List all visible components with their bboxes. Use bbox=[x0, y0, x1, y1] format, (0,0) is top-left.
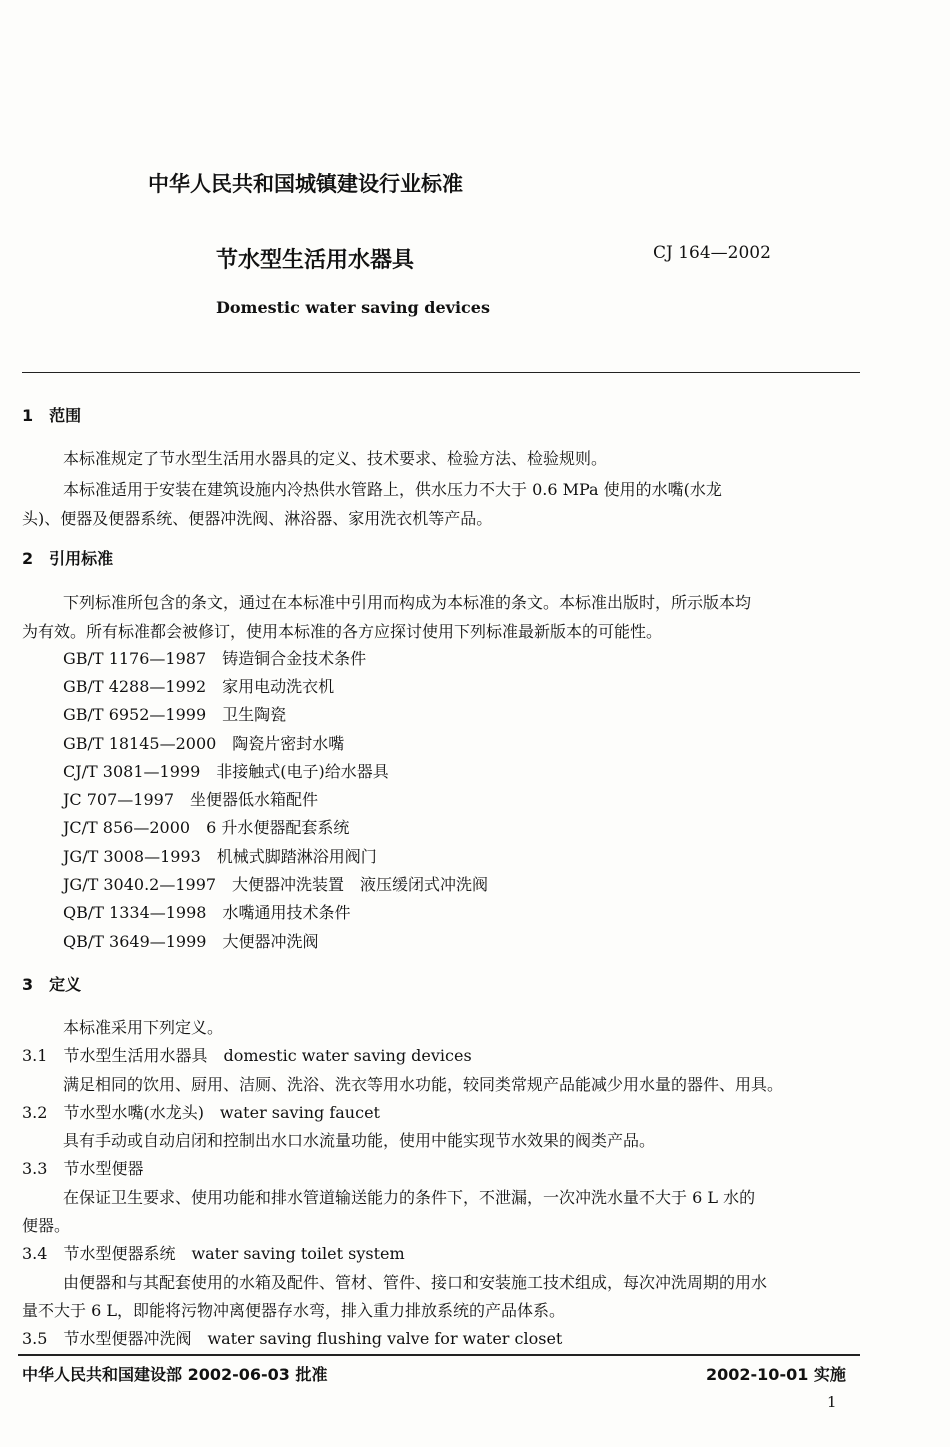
standard-category: 中华人民共和国城镇建设行业标准 bbox=[148, 172, 463, 196]
definition-heading: 3.5 节水型便器冲洗阀 water saving flushing valve for water closet bbox=[22, 1329, 563, 1348]
section-number: 2 bbox=[22, 549, 34, 568]
reference-item: QB/T 3649—1999 大便器冲洗阀 bbox=[63, 932, 319, 951]
reference-item: QB/T 1334—1998 水嘴通用技术条件 bbox=[63, 903, 351, 922]
paragraph: 为有效。所有标准都会被修订，使用本标准的各方应探讨使用下列标准最新版本的可能性。 bbox=[22, 622, 663, 641]
reference-item: GB/T 1176—1987 铸造铜合金技术条件 bbox=[63, 649, 367, 668]
section-title: 范围 bbox=[49, 406, 82, 425]
definition-body: 量不大于 6 L，即能将污物冲离便器存水弯，排入重力排放系统的产品体系。 bbox=[22, 1301, 565, 1320]
paragraph: 头)、便器及便器系统、便器冲洗阀、淋浴器、家用洗衣机等产品。 bbox=[22, 509, 493, 528]
paragraph: 下列标准所包含的条文，通过在本标准中引用而构成为本标准的条文。本标准出版时，所示版本均 bbox=[63, 593, 752, 612]
section-3-heading bbox=[22, 972, 81, 995]
definition-body: 具有手动或自动启闭和控制出水口水流量功能，使用中能实现节水效果的阀类产品。 bbox=[63, 1131, 656, 1150]
section-title: 定义 bbox=[49, 975, 82, 994]
reference-item: JC 707—1997 坐便器低水箱配件 bbox=[63, 790, 319, 809]
page-number: 1 bbox=[827, 1393, 837, 1411]
header-rule bbox=[22, 372, 860, 373]
definition-body: 便器。 bbox=[22, 1216, 71, 1235]
section-number: 3 bbox=[22, 975, 34, 994]
document-title-english: Domestic water saving devices bbox=[216, 298, 490, 317]
reference-item: JG/T 3008—1993 机械式脚踏淋浴用阀门 bbox=[63, 847, 377, 866]
reference-item: JC/T 856—2000 6 升水便器配套系统 bbox=[63, 818, 350, 837]
section-title: 引用标准 bbox=[49, 549, 114, 568]
reference-item: CJ/T 3081—1999 非接触式(电子)给水器具 bbox=[63, 762, 389, 781]
definition-body: 在保证卫生要求、使用功能和排水管道输送能力的条件下，不泄漏，一次冲洗水量不大于 6 L 水的 bbox=[63, 1188, 756, 1207]
definition-heading: 3.3 节水型便器 bbox=[22, 1159, 144, 1178]
reference-item: GB/T 4288—1992 家用电动洗衣机 bbox=[63, 677, 335, 696]
footer-rule bbox=[18, 1354, 860, 1356]
definition-heading: 3.1 节水型生活用水器具 domestic water saving devices bbox=[22, 1046, 472, 1065]
reference-item: GB/T 6952—1999 卫生陶瓷 bbox=[63, 705, 287, 724]
section-2-heading bbox=[22, 546, 113, 569]
section-1-heading bbox=[22, 403, 81, 426]
reference-item: GB/T 18145—2000 陶瓷片密封水嘴 bbox=[63, 734, 345, 753]
definition-heading: 3.2 节水型水嘴(水龙头) water saving faucet bbox=[22, 1103, 380, 1122]
definition-body: 由便器和与其配套使用的水箱及配件、管材、管件、接口和安装施工技术组成，每次冲洗周期的用水 bbox=[63, 1273, 768, 1292]
definition-heading: 3.4 节水型便器系统 water saving toilet system bbox=[22, 1244, 405, 1263]
section-number: 1 bbox=[22, 406, 34, 425]
effective-date: 2002-10-01 实施 bbox=[706, 1365, 846, 1384]
standard-code: CJ 164—2002 bbox=[653, 243, 771, 263]
paragraph: 本标准采用下列定义。 bbox=[63, 1018, 224, 1037]
paragraph: 本标准适用于安装在建筑设施内冷热供水管路上，供水压力不大于 0.6 MPa 使用的水嘴(水龙 bbox=[63, 480, 722, 499]
document-title: 节水型生活用水器具 bbox=[216, 248, 415, 273]
definition-body: 满足相同的饮用、厨用、洁厕、洗浴、洗衣等用水功能，较同类常规产品能减少用水量的器件、用具。 bbox=[63, 1075, 784, 1094]
paragraph: 本标准规定了节水型生活用水器具的定义、技术要求、检验方法、检验规则。 bbox=[63, 449, 608, 468]
approval-line: 中华人民共和国建设部 2002-06-03 批准 bbox=[22, 1365, 328, 1384]
reference-item: JG/T 3040.2—1997 大便器冲洗装置 液压缓闭式冲洗阀 bbox=[63, 875, 489, 894]
